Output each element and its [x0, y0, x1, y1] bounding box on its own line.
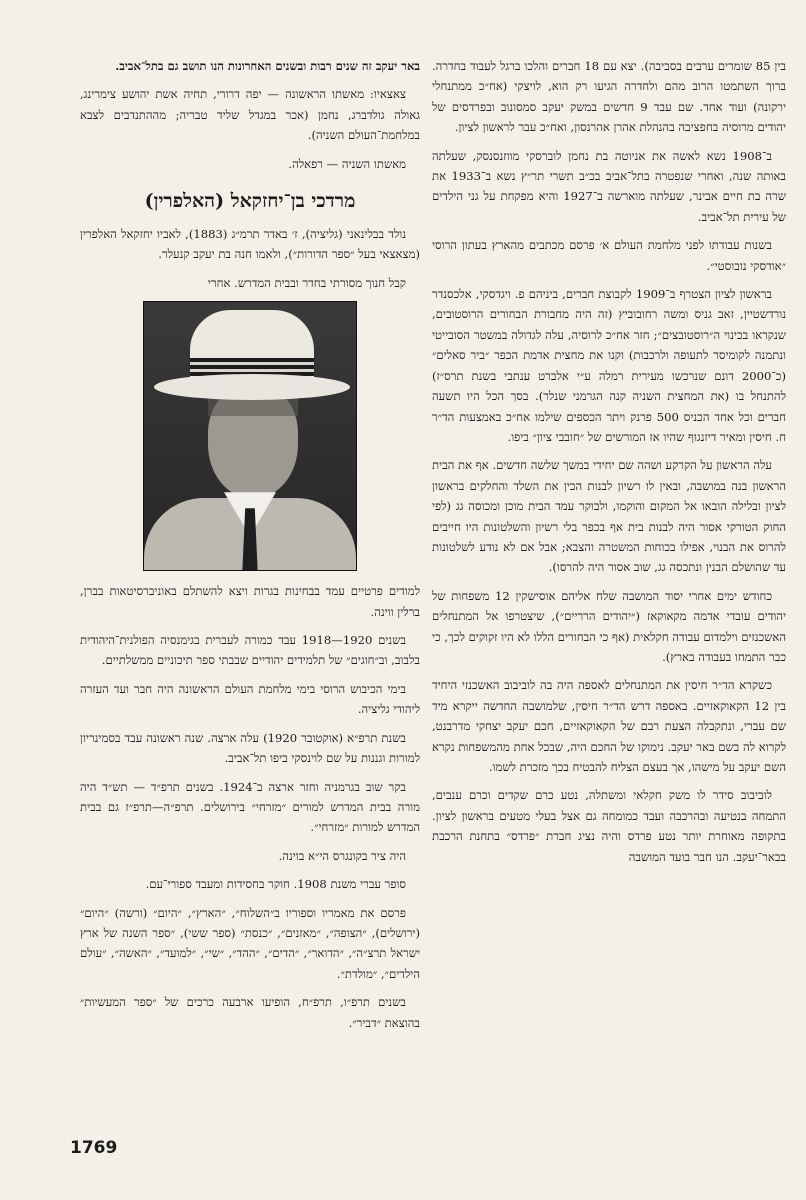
portrait-photo-icon — [143, 301, 357, 571]
paragraph: בין 85 שומרים ערבים בסביבה). יצא עם 18 חברים והלכו ברגל לעבוד בחדרה. ברוך השתמטו הרוב מהם ולחדרה הגיעו רק הוא, לויצקי (אח״כ ממתנחלי ירקונה) ועוד אחד. שם עבד 9 חדשים במשק יעקב סמסונוב ובפרדסים של יהודים מרוסיה בחפציבה בהנהלת אהרן אהרנסון, ואח״כ עבר לראשון לציון. — [432, 59, 786, 135]
paragraph: לוביבוב סידר לו משק חקלאי ומשתלה, נטע כרם שקדים וכרם ענבים, התמחה בנטיעה ובהרכבה ועבד כמומחה גם אצל בעלי מטעים בראשון לציון. בתקופה מאוחרת יותר נטע פרדס והיה נציג חברת ״פרדס״ בתחנת הרכבת בבאר־יעקב. הנו חבר בועד המושבה — [432, 788, 786, 864]
paragraph: צאצאיו: מאשתו הראשונה — יפה דרורי, תחיה אשת יהושע צימרינג, גאולה גולדברג, נחמן (אכר במגדל שליד טבריה; מההתנדבים לצבא במלחמת־העולם השניה). — [80, 87, 420, 143]
page-number: 1769 — [70, 1138, 118, 1158]
paragraph: בשנים 1920—1918 עבד כמורה לעברית בגימנסיה הפולנית־היהודית בלבוב, וב״חוגים״ של תלמידים יהודיים שבבתי ספר תיכוניים ממשלתיים. — [80, 633, 420, 668]
paragraph: למודים פרטיים עמד בבחינות בגרות ויצא להשתלם באוניברסיטאות בברן, ברלין ווינה. — [80, 584, 420, 619]
right-column — [432, 56, 786, 875]
paragraph: כשקרא הד״ר חיסין את המתנחלים לאספה היה בה לוביבוב האשכנזי היחיד בין 12 הקאוקאזיים. באספה דרש הד״ר חיסין, שלמושבה החדשה ייקרא מיד שם עברי, ונתקבלה הצעת רבם של הקאוקאזיים, חכם יעקב יצחקי מדרבנט, לקרוא לה בשם באר יעקב. נימוקו של החכם היה, שבכל אחת מהמשפחות נקרא השם יעקב על מישהו, אך בעצם הצליח להבטיח בכך מזכרת לשמו. — [432, 678, 786, 774]
paragraph: ב־1908 נשא לאשה את אניוטה בת נחמן לוברסקי מווזנסנסק, שעלתה באותה שנה, ואחרי שנפטרה בתל־אביב בכ״ב תשרי תר״ץ נשא ב־1933 את שרה בת חיים אבינר, שעלתה מוארשה ב־1927 והיא מפקחת על גני הילדים של עירית תל־אביב. — [432, 148, 786, 224]
section-title: מרדכי בן־יחזקאל (האלפרין) — [144, 190, 356, 213]
paragraph: עלה הראשון על הקרקע ושהה שם יחידי במשך שלשה חדשים. אף את הבית הראשון בנה במושבה, ובאין לו רשיון לבנות הכין את השלד והחלקים בראשון לציון ובלילה הובאו אל המקום והוקמו, ולבוקר עמד הבית מוכן ומכוסה גג (לפי החוק הטורקי אסור היה לבנות בית אף בכפר בלי רשיון והשלטונות היו חייבים להרוס את הבנוי, אפילו בכוחות המשטרה והצבא; אבל אם לא נודע לשלטונות עד שהושלם הבנין ונתכסה גג, שוב אסור היה להרסו). — [432, 458, 786, 575]
paragraph: פרסם את מאמריו וספוריו ב״השלוח״, ״הארץ״, ״היום״ (ורשה) ״היום״ (ירושלים), ״הצופה״, ״מאזנים״, ״כנסת״ (ספר ששי), ״ספר השנה של ארץ ישראל תרצ״ה״, ״הדואר״, ״הדים״, ״ההד״, ״שי״, ״למועד״, ״האשה״, ״עולם הילדים״, ״מולדת״. — [80, 905, 420, 981]
paragraph: מאשתו השניה — רפאלה. — [288, 156, 406, 171]
paragraph: באר יעקב זה שנים רבות ובשנים האחרונות הנו תושב גם בתל־אביב. — [115, 59, 420, 73]
paragraph: כחודש ימים אחרי יסוד המושבה שלח אליהם אוסישקין 12 משפחות של יהודים עובדי אדמה מקאוקאז (״יהודים הרריים״), שיצטרפו אל המתנחלים האשכנזים וילמדום עבודה חקלאית (אף כי הבחורים הללו לא היו זקוקים לכך, כי כבר התמחו בעבודה בארץ). — [432, 588, 786, 664]
paragraph: בימי הכיבוש הרוסי בימי מלחמת העולם הראשונה היה חבר ועד העזרה ליהודי גליציה. — [80, 681, 420, 717]
paragraph: בשנות עבודתו לפני מלחמת העולם א׳ פרסם מכתבים מהארץ בעתון הרוסי ״אודסקי נובוסטי״. — [432, 238, 786, 273]
paragraph: קבל חנוך מסורתי בחדר ובבית המדרש. אחרי — [207, 275, 406, 290]
paragraph: בקר שוב בגרמניה וחזר ארצה ב־1924. בשנים תרפ״ד — תש״ד היה מורה בבית המדרש למורים ״מזרחי״ בירושלים. תרפ״ה—תרפ״ז גם בבית המדרש למורות ״מזרחי״. — [80, 779, 420, 835]
paragraph: סופר עברי משנת 1908. חוקר בחסידות ומעבד ספורי־עם. — [145, 877, 406, 892]
paragraph: בראשון לציון הצטרף ב־1909 לקבוצת חברים, ביניהם פ. ויגדסקי, אלכסנדר נורדשטיין, זאב גניס ומשה רחובוביץ (זה היה מחבורת הבחורים הרוסטובים, שנקראו בכינוי ה״רוסטובצים״; חזר אח״כ לרוסיה, עלה לגדולה במשטר הסובייטי ונתמנה לקומיסר לתעופה ולרכבות) וקנו את מחצית אדמת הכפר ״ביר סאלים״ (כ־2000 דונם שנרכשו מעירית רמלה ע״י אלברט ענתבי בשנת תרס״ז) להתנחל בו (את המחצית השניה קנה הגרמני שנלר). בסך הכל היו תשעה חברים וכל אחד הכניס 500 פרנק ויתר הכספים שילמו אח״כ באמצעות הד״ר ח. חיסין ומאיר דיזנגוף שהיו אז המורשים של ״חובבי ציון״ ביפו. — [432, 287, 786, 444]
paragraph: בשנת תרפ״א (אוקטובר 1920) עלה ארצה. שנה ראשונה עבד בסמינריון למורות וגננות על שם לוינסקי ביפו תל־אביב. — [80, 730, 420, 766]
left-column — [80, 56, 420, 1041]
paragraph: נולד בבלינאני (גליציה), ז׳ באדר תרמ״ג (1883), לאביו יחזקאל האלפרין (מצאצאי בעל ״ספר הדורות״), ולאמו חנה בת יעקב קנעלר. — [80, 227, 420, 262]
paragraph: בשנים תרפ״ו, תרפ״ח, הופיעו ארבעה כרכים של ״ספר המעשיות״ בהוצאת ״דביר״. — [80, 995, 420, 1030]
paragraph: היה ציר בקונגרס הי״א בוינה. — [278, 848, 406, 863]
